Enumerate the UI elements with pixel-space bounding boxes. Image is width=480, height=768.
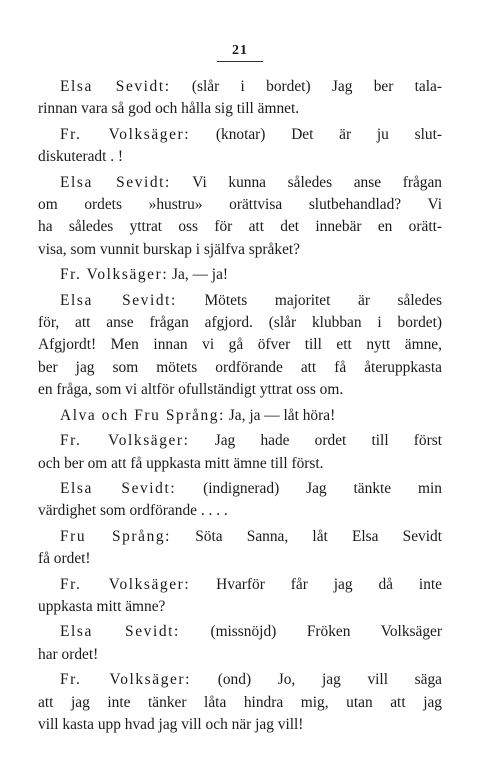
line-text: att jag inte tänker låta hindra mig, utan att jag	[38, 693, 442, 711]
text-line	[38, 334, 442, 356]
line-text: vill kasta upp hvad jag vill och när jag vill!	[38, 715, 304, 733]
line-text: Hvarför får jag då inte	[190, 575, 442, 593]
line-text: (knotar) Det är ju slut-	[190, 125, 442, 143]
dialogue-paragraph	[38, 76, 442, 121]
dialogue-paragraph	[38, 621, 442, 666]
text-line	[38, 621, 442, 643]
line-text: (indignerad) Jag tänkte min	[176, 479, 442, 497]
text-line	[38, 312, 442, 334]
text-line	[38, 405, 442, 427]
speaker-name: Fru Språng:	[60, 527, 172, 545]
line-text: för, att anse frågan afgjord. (slår klubban i bordet)	[38, 314, 442, 332]
dialogue-paragraph	[38, 669, 442, 736]
dialogue-paragraph	[38, 290, 442, 402]
dialogue-paragraph	[38, 172, 442, 262]
speaker-name: Fr. Volksäger:	[60, 432, 190, 450]
dialogue-paragraph	[38, 405, 442, 427]
speaker-name: Elsa Sevidt:	[60, 623, 180, 641]
text-line	[38, 290, 442, 312]
dialogue-paragraph	[38, 574, 442, 619]
dialogue-paragraph	[38, 264, 442, 286]
speaker-name: Fr. Volksäger:	[60, 125, 191, 143]
text-line	[38, 692, 442, 714]
text-line	[38, 264, 442, 286]
text-line	[38, 526, 442, 548]
line-text: Afgjordt! Men innan vi gå öfver till ett nytt ämne,	[38, 336, 442, 354]
speaker-name: Fr. Volksäger:	[60, 671, 192, 689]
text-line	[38, 357, 442, 379]
page-number-rule	[217, 61, 263, 62]
text-line	[38, 216, 442, 238]
line-text: Ja, — ja!	[168, 266, 229, 284]
text-line	[38, 430, 442, 452]
line-text: rinnan vara så god och hålla sig till ämnet.	[38, 100, 300, 118]
text-line	[38, 124, 442, 146]
text-line	[38, 98, 442, 120]
line-text: Jag hade ordet till först	[189, 432, 442, 450]
line-text: diskuteradt . !	[38, 148, 124, 166]
line-text: visa, som vunnit burskap i själfva språket?	[38, 240, 301, 258]
dialogue-paragraph	[38, 430, 442, 475]
line-text: värdighet som ordförande . . . .	[38, 502, 228, 520]
speaker-name: Elsa Sevidt:	[60, 173, 171, 191]
line-text: (missnöjd) Fröken Volksäger	[179, 623, 442, 641]
dialogue-text	[38, 76, 442, 739]
dialogue-paragraph	[38, 124, 442, 169]
dialogue-paragraph	[38, 478, 442, 523]
line-text: Vi kunna således anse frågan	[170, 173, 443, 191]
line-text: har ordet!	[38, 645, 99, 663]
line-text: om ordets »hustru» orättvisa slutbehandlad? Vi	[38, 196, 442, 214]
line-text: uppkasta mitt ämne?	[38, 597, 166, 615]
text-line	[38, 172, 442, 194]
speaker-name: Fr. Volksäger:	[60, 266, 169, 284]
text-line	[38, 146, 442, 168]
speaker-name: Alva och Fru Språng:	[60, 406, 225, 424]
speaker-name: Elsa Sevidt:	[60, 479, 177, 497]
line-text: (slår i bordet) Jag ber tala-	[170, 78, 442, 95]
text-line	[38, 644, 442, 666]
speaker-name: Elsa Sevidt:	[60, 78, 171, 95]
line-text: (ond) Jo, jag vill säga	[191, 671, 443, 689]
line-text: ber jag som mötets ordförande att få återuppkasta	[38, 358, 442, 376]
line-text: en fråga, som vi altför ofullständigt yttrat oss om.	[38, 381, 344, 399]
line-text: Söta Sanna, låt Elsa Sevidt	[171, 527, 442, 545]
text-line	[38, 574, 442, 596]
text-line	[38, 669, 442, 691]
text-line	[38, 76, 442, 98]
dialogue-paragraph	[38, 526, 442, 571]
text-line	[38, 500, 442, 522]
line-text: Ja, ja — låt höra!	[224, 406, 336, 424]
speaker-name: Fr. Volksäger:	[60, 575, 191, 593]
text-line	[38, 478, 442, 500]
text-line	[38, 239, 442, 261]
text-line	[38, 194, 442, 216]
line-text: ha således yttrat oss för att det innebär en orätt-	[38, 218, 442, 236]
text-line	[38, 379, 442, 401]
line-text: Mötets majoritet är således	[176, 291, 442, 309]
speaker-name: Elsa Sevidt:	[60, 291, 177, 309]
text-line	[38, 714, 442, 736]
text-line	[38, 548, 442, 570]
line-text: få ordet!	[38, 550, 91, 568]
text-line	[38, 453, 442, 475]
text-line	[38, 596, 442, 618]
line-text: och ber om att få uppkasta mitt ämne till först.	[38, 454, 324, 472]
page-number: 21	[232, 43, 248, 58]
